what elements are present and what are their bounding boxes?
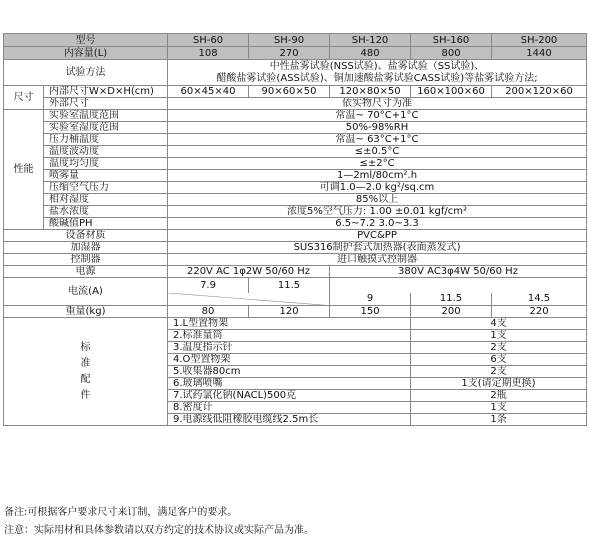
equipment-value: PVC&PP [168,230,587,242]
perf-label: 温度均匀度 [44,158,168,170]
current-value: 14.5 [492,293,587,306]
perf-value: 50%-98%RH [168,122,587,134]
perf-value: 1—2ml/80cm².h [168,170,587,182]
accessory-name: 9.电源线低阻橡胶电缆线2.5m长 [168,414,411,426]
weight-value: 150 [330,306,411,318]
current-label: 电流(A) [4,278,168,306]
weight-value: 80 [168,306,249,318]
power-single-phase: 220V AC 1φ2W 50/60 Hz [168,266,330,278]
perf-row [4,110,587,122]
perf-value: 常温~ 70°C+1°C [168,110,587,122]
model-sh160: SH-160 [411,34,492,47]
perf-row [4,182,587,194]
outer-size-row [4,98,587,110]
perf-row [4,134,587,146]
accessory-qty: 2瓶 [411,390,587,402]
header-row [4,34,587,47]
size-group-label: 尺寸 [4,86,44,110]
accessories-group-text: 标准配件 [80,341,91,401]
perf-row [4,206,587,218]
current-left-split [168,293,330,306]
perf-label: 喷雾量 [44,170,168,182]
diagonal-divider [168,293,329,306]
accessory-name: 3.温度指示针 [168,342,411,354]
perf-label: 压力桶温度 [44,134,168,146]
equipment-value: SUS316制护套式加热器(表面蒸发式) [168,242,587,254]
current-row-top [4,278,587,293]
equipment-row [4,230,587,242]
equipment-row [4,242,587,254]
perf-label: 酸碱值PH [44,218,168,230]
perf-row [4,146,587,158]
accessory-name: 5.收集器80cm [168,366,411,378]
perf-label: 盐水浓度 [44,206,168,218]
inner-size-value: 120×80×50 [330,86,411,98]
capacity-row [4,47,587,60]
perf-label: 实验室湿度范围 [44,122,168,134]
power-label: 电源 [4,266,168,278]
inner-size-row [4,86,587,98]
weight-value: 220 [492,306,587,318]
spec-table [3,33,587,426]
perf-label: 温度波动度 [44,146,168,158]
test-method-row [4,60,587,86]
accessory-row [4,318,587,330]
current-value: 9 [330,293,411,306]
model-sh60: SH-60 [168,34,249,47]
weight-label: 重量(kg) [4,306,168,318]
equipment-value: 进口触摸式控制器 [168,254,587,266]
equipment-label: 加湿器 [4,242,168,254]
power-row [4,266,587,278]
capacity-label: 内容量(L) [4,47,168,60]
accessory-qty: 6支 [411,354,587,366]
weight-value: 200 [411,306,492,318]
equipment-label: 设备材质 [4,230,168,242]
accessory-qty: 1条 [411,414,587,426]
perf-value: 6.5~7.2 3.0~3.3 [168,218,587,230]
perf-value: 常温~ 63°C+1°C [168,134,587,146]
inner-size-value: 60×45×40 [168,86,249,98]
power-three-phase: 380V AC3φ4W 50/60 Hz [330,266,587,278]
perf-label: 相对湿度 [44,194,168,206]
test-method-label: 试验方法 [4,60,168,86]
test-method-value [168,60,587,86]
accessory-name: 8.密度计 [168,402,411,414]
weight-value: 120 [249,306,330,318]
weight-row [4,306,587,318]
perf-value: 浓度5%空气压力: 1.00 ±0.01 kgf/cm² [168,206,587,218]
model-sh200: SH-200 [492,34,587,47]
perf-row [4,218,587,230]
perf-label: 压缩空气压力 [44,182,168,194]
equipment-label: 控制器 [4,254,168,266]
model-label: 型号 [4,34,168,47]
accessory-name: 1.L型置物架 [168,318,411,330]
perf-row [4,122,587,134]
inner-size-value: 160×100×60 [411,86,492,98]
capacity-value: 1440 [492,47,587,60]
outer-size-label: 外部尺寸 [44,98,168,110]
current-value: 11.5 [249,278,330,293]
perf-value: 85%以上 [168,194,587,206]
inner-size-label: 内部尺寸W×D×H(cm) [44,86,168,98]
model-sh90: SH-90 [249,34,330,47]
accessory-name: 7.试药氯化钠(NACL)500克 [168,390,411,402]
test-method-line1: 中性盐雾试验(NSS试验)、盐雾试验（SS试验)、 [269,60,485,72]
accessory-qty: 1支 [411,402,587,414]
accessory-qty: 1支(请定期更换) [411,378,587,390]
perf-value: ≤±2°C [168,158,587,170]
accessory-name: 4.O型置物架 [168,354,411,366]
accessory-name: 2.标准量筒 [168,330,411,342]
accessory-name: 6.玻璃喷嘴 [168,378,411,390]
note-disclaimer: 注意：实际用材和具体参数请以双方约定的技术协议或实际产品为准。 [4,525,314,536]
outer-size-value: 依实物尺寸为准 [168,98,587,110]
note-custom-size: 备注:可根据客户要求尺寸来订制，满足客户的要求。 [4,507,238,518]
inner-size-value: 200×120×60 [492,86,587,98]
capacity-value: 108 [168,47,249,60]
test-method-line2: 醋酸盐雾试验(ASS试验)、铜加速酸盐雾试验CASS试验)等盐雾试验方法; [216,72,538,84]
capacity-value: 480 [330,47,411,60]
current-value: 11.5 [411,293,492,306]
inner-size-value: 90×60×50 [249,86,330,98]
accessory-qty: 4支 [411,318,587,330]
accessory-qty: 2支 [411,342,587,354]
accessory-qty: 2支 [411,366,587,378]
model-sh120: SH-120 [330,34,411,47]
performance-group-label: 性能 [4,110,44,230]
capacity-value: 800 [411,47,492,60]
perf-value: 可调1.0—2.0 kg²/sq.cm [168,182,587,194]
perf-row [4,194,587,206]
perf-label: 实验室温度范围 [44,110,168,122]
equipment-row [4,254,587,266]
current-value: 7.9 [168,278,249,293]
current-blank [330,278,587,293]
perf-value: ≤±0.5°C [168,146,587,158]
accessory-qty: 1支 [411,330,587,342]
capacity-value: 270 [249,47,330,60]
perf-row [4,158,587,170]
perf-row [4,170,587,182]
accessories-group-label [4,318,168,426]
